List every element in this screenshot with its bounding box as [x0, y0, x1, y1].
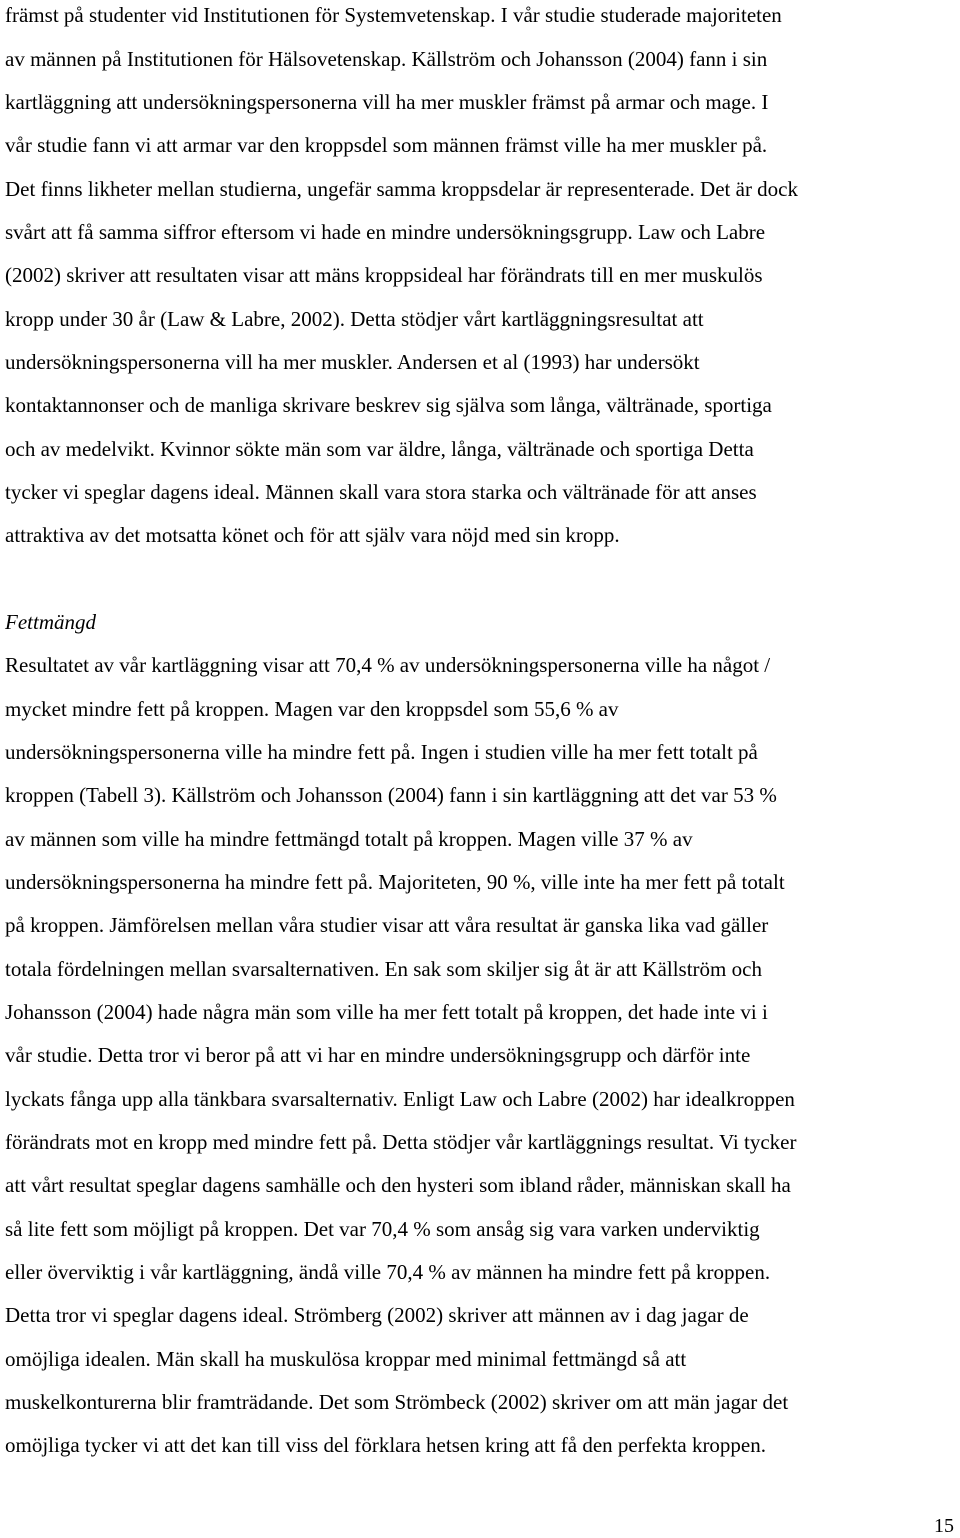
text-line: så lite fett som möjligt på kroppen. Det var 70,4 % som ansåg sig vara varken underviktig: [5, 1217, 760, 1241]
text-line: tycker vi speglar dagens ideal. Männen skall vara stora starka och vältränade för att anses: [5, 480, 757, 504]
text-line: undersökningspersonerna ville ha mindre fett på. Ingen i studien ville ha mer fett totalt på: [5, 740, 758, 764]
text-line: och av medelvikt. Kvinnor sökte män som var äldre, långa, vältränade och sportiga Detta: [5, 437, 754, 461]
text-line: kartläggning att undersökningspersonerna vill ha mer muskler främst på armar och mage. I: [5, 90, 769, 114]
text-line: muskelkonturerna blir framträdande. Det som Strömbeck (2002) skriver om att män jagar det: [5, 1390, 789, 1414]
text-line: Detta tror vi speglar dagens ideal. Strömberg (2002) skriver att männen av i dag jagar de: [5, 1303, 749, 1327]
text-line: eller överviktig i vår kartläggning, ändå ville 70,4 % av männen ha mindre fett på kroppen.: [5, 1260, 771, 1284]
text-line: undersökningspersonerna vill ha mer muskler. Andersen et al (1993) har undersökt: [5, 350, 700, 374]
text-line: attraktiva av det motsatta könet och för att själv vara nöjd med sin kropp.: [5, 523, 620, 547]
page-number: 15: [934, 1515, 954, 1537]
text-line: att vårt resultat speglar dagens samhälle och den hysteri som ibland råder, människan skall ha: [5, 1173, 791, 1197]
text-line: svårt att få samma siffror eftersom vi hade en mindre undersökningsgrupp. Law och Labre: [5, 220, 766, 244]
text-line: Johansson (2004) hade några män som ville ha mer fett totalt på kroppen, det hade inte vi i: [5, 1000, 768, 1024]
text-line: Resultatet av vår kartläggning visar att 70,4 % av undersökningspersonerna ville ha något /: [5, 653, 771, 677]
text-line: av männen på Institutionen för Hälsovetenskap. Källström och Johansson (2004) fann i sin: [5, 47, 768, 71]
text-line: undersökningspersonerna ha mindre fett på. Majoriteten, 90 %, ville inte ha mer fett på totalt: [5, 870, 785, 894]
text-line: främst på studenter vid Institutionen för Systemvetenskap. I vår studie studerade majoriteten: [5, 3, 782, 27]
text-line: Det finns likheter mellan studierna, ungefär samma kroppsdelar är representerade. Det är dock: [5, 177, 799, 201]
text-line: kroppen (Tabell 3). Källström och Johansson (2004) fann i sin kartläggning att det var 53 %: [5, 783, 777, 807]
text-line: vår studie. Detta tror vi beror på att vi har en mindre undersökningsgrupp och därför inte: [5, 1043, 751, 1067]
text-line: kropp under 30 år (Law & Labre, 2002). Detta stödjer vårt kartläggningsresultat att: [5, 307, 704, 331]
text-line: vår studie fann vi att armar var den kroppsdel som männen främst ville ha mer muskler på.: [5, 133, 768, 157]
text-line: på kroppen. Jämförelsen mellan våra studier visar att våra resultat är ganska lika vad gäller: [5, 913, 769, 937]
text-line: lyckats fånga upp alla tänkbara svarsalternativ. Enligt Law och Labre (2002) har idealkroppen: [5, 1087, 795, 1111]
text-line: omöjliga tycker vi att det kan till viss del förklara hetsen kring att få den perfekta kroppen.: [5, 1433, 767, 1457]
text-line: mycket mindre fett på kroppen. Magen var den kroppsdel som 55,6 % av: [5, 697, 619, 721]
text-line: av männen som ville ha mindre fettmängd totalt på kroppen. Magen ville 37 % av: [5, 827, 693, 851]
section-heading: Fettmängd: [5, 610, 96, 634]
text-line: totala fördelningen mellan svarsalternativen. En sak som skiljer sig åt är att Källström och: [5, 957, 762, 981]
text-line: kontaktannonser och de manliga skrivare beskrev sig själva som långa, vältränade, sportiga: [5, 393, 772, 417]
text-line: (2002) skriver att resultaten visar att mäns kroppsideal har förändrats till en mer muskulös: [5, 263, 763, 287]
text-line: förändrats mot en kropp med mindre fett på. Detta stödjer vår kartläggnings resultat. Vi tycker: [5, 1130, 797, 1154]
text-line: omöjliga idealen. Män skall ha muskulösa kroppar med minimal fettmängd så att: [5, 1347, 687, 1371]
